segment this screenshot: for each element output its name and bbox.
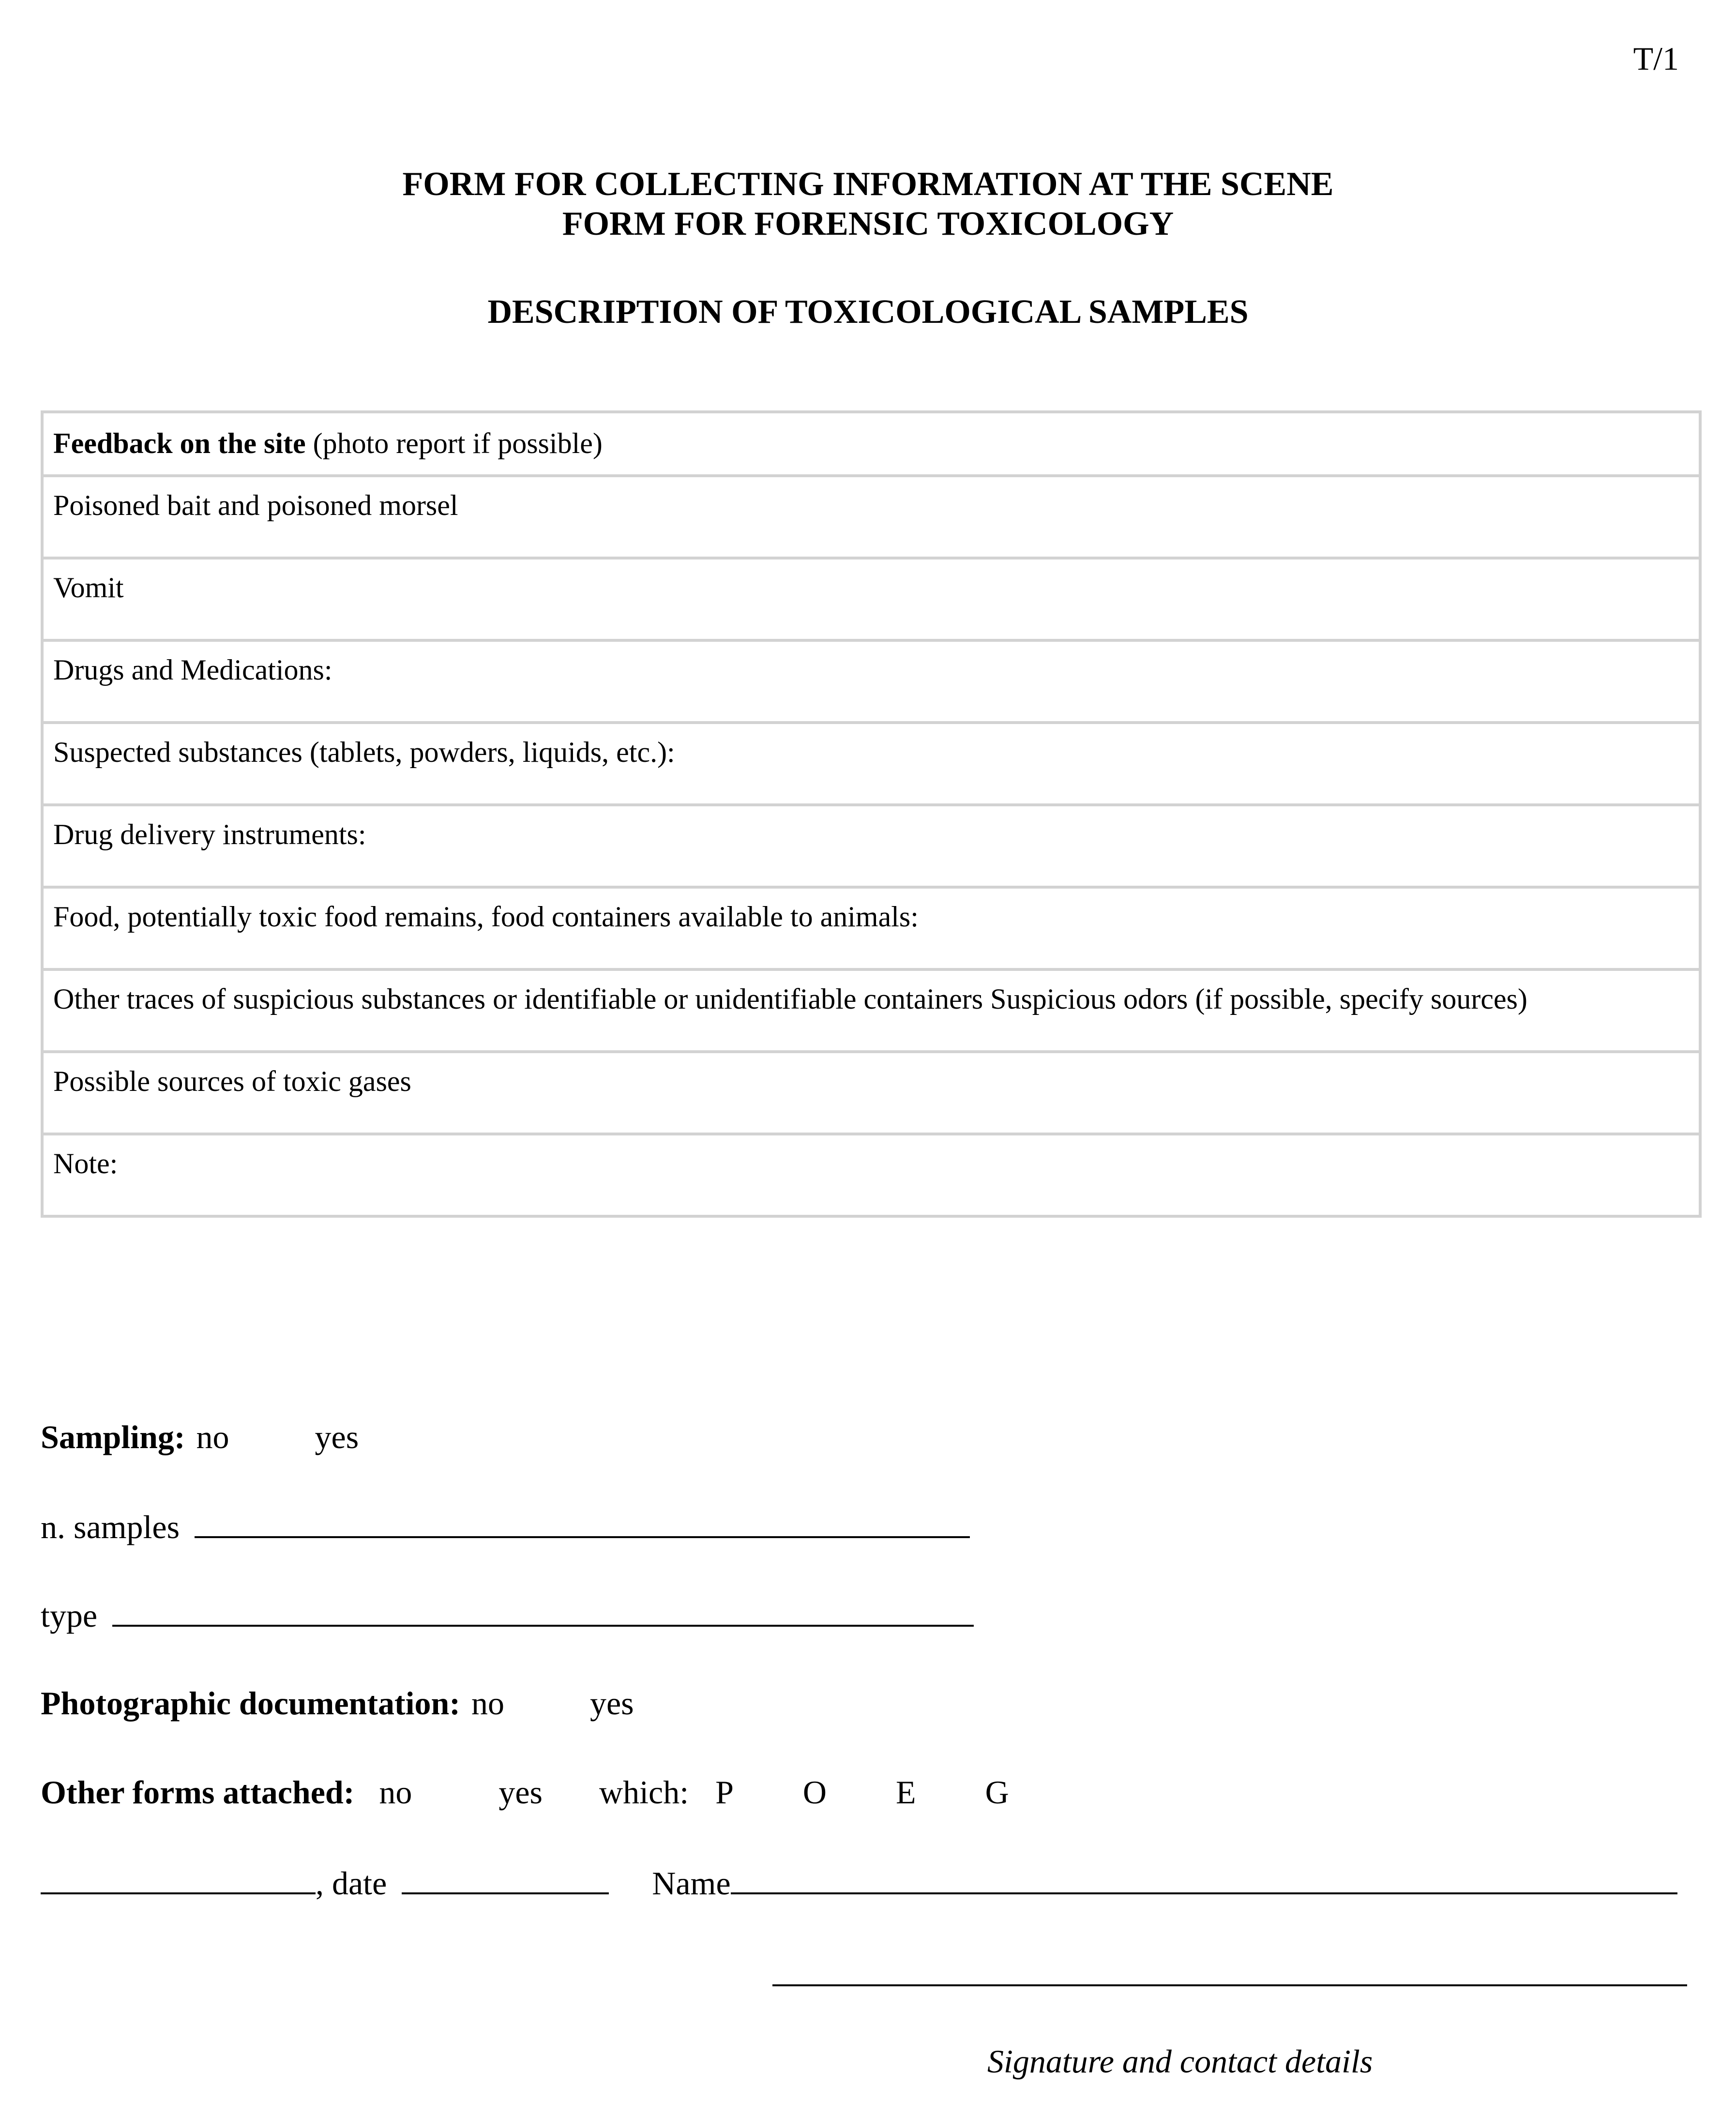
table-header-cell <box>42 412 1700 476</box>
date-label: , date <box>316 1865 387 1902</box>
table-header-note: (photo report if possible) <box>305 427 603 459</box>
table-row <box>42 723 1700 805</box>
other-forms-yes-option[interactable]: yes <box>498 1774 543 1811</box>
other-form-option-p[interactable]: P <box>715 1774 734 1811</box>
table-header-bold: Feedback on the site <box>53 427 306 459</box>
form-title-scene: FORM FOR COLLECTING INFORMATION AT THE SCENE <box>402 166 1334 203</box>
field-drugs-medications[interactable]: Drugs and Medications: <box>42 640 1700 723</box>
page-code: T/1 <box>1633 40 1679 77</box>
date-field[interactable] <box>402 1862 609 1894</box>
table-row <box>42 476 1700 558</box>
sampling-yes-option[interactable]: yes <box>315 1419 359 1455</box>
signature-field[interactable] <box>772 1984 1687 1986</box>
photo-doc-no-option[interactable]: no <box>471 1685 504 1722</box>
sampling-no-option[interactable]: no <box>196 1419 229 1455</box>
field-food-remains[interactable]: Food, potentially toxic food remains, food containers available to animals: <box>42 887 1700 969</box>
photo-doc-yes-option[interactable]: yes <box>590 1685 634 1722</box>
other-form-option-e[interactable]: E <box>896 1774 916 1811</box>
table-row <box>42 558 1700 640</box>
field-toxic-gases[interactable]: Possible sources of toxic gases <box>42 1052 1700 1134</box>
site-feedback-table <box>41 410 1702 1218</box>
n-samples-line <box>41 1506 970 1546</box>
type-label: type <box>41 1597 98 1634</box>
photo-doc-line <box>41 1684 634 1723</box>
form-titles <box>0 165 1736 332</box>
type-line <box>41 1595 974 1635</box>
n-samples-field[interactable] <box>195 1506 970 1538</box>
place-date-name-line <box>41 1862 1677 1903</box>
sampling-line <box>41 1418 359 1456</box>
table-row <box>42 1134 1700 1216</box>
field-drug-delivery-instruments[interactable]: Drug delivery instruments: <box>42 805 1700 887</box>
table-row <box>42 640 1700 723</box>
field-suspected-substances[interactable]: Suspected substances (tablets, powders, liquids, etc.): <box>42 723 1700 805</box>
form-title-toxicology: FORM FOR FORENSIC TOXICOLOGY <box>562 205 1174 242</box>
place-field[interactable] <box>41 1862 316 1894</box>
other-forms-line <box>41 1773 1009 1812</box>
type-field[interactable] <box>112 1595 974 1627</box>
n-samples-label: n. samples <box>41 1509 180 1545</box>
table-row <box>42 1052 1700 1134</box>
sampling-label: Sampling: <box>41 1419 185 1455</box>
signature-caption: Signature and contact details <box>987 2043 1373 2080</box>
table-row <box>42 805 1700 887</box>
field-poisoned-bait[interactable]: Poisoned bait and poisoned morsel <box>42 476 1700 558</box>
form-subtitle-samples: DESCRIPTION OF TOXICOLOGICAL SAMPLES <box>487 293 1249 331</box>
photo-doc-label: Photographic documentation: <box>41 1685 460 1722</box>
other-form-option-o[interactable]: O <box>802 1774 827 1811</box>
table-header-row <box>42 412 1700 476</box>
other-forms-which-label: which: <box>599 1774 689 1811</box>
field-vomit[interactable]: Vomit <box>42 558 1700 640</box>
field-note[interactable]: Note: <box>42 1134 1700 1216</box>
field-other-traces[interactable]: Other traces of suspicious substances or identifiable or unidentifiable containers Suspicious odors (if possible, specify sources) <box>42 969 1700 1052</box>
other-forms-label: Other forms attached: <box>41 1774 355 1811</box>
name-field[interactable] <box>731 1862 1677 1894</box>
other-forms-no-option[interactable]: no <box>379 1774 412 1811</box>
table-row <box>42 887 1700 969</box>
other-form-option-g[interactable]: G <box>985 1774 1009 1811</box>
table-row <box>42 969 1700 1052</box>
name-label: Name <box>652 1865 731 1902</box>
